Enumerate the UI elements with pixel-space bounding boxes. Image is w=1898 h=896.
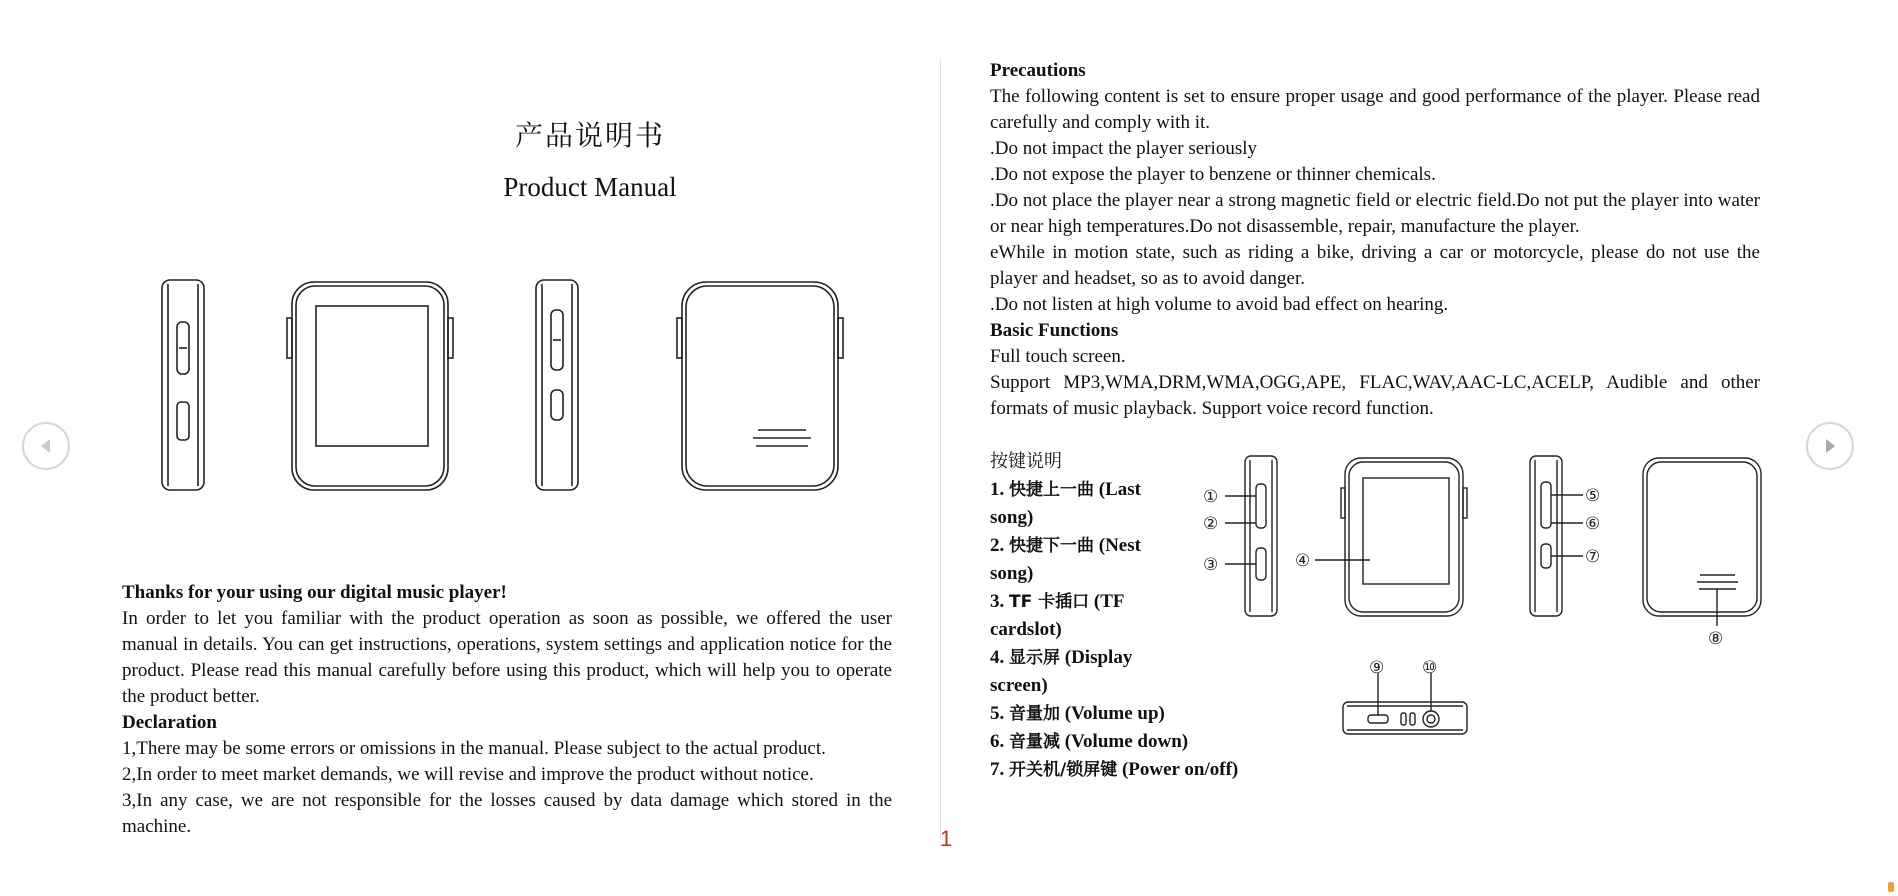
intro-section xyxy=(122,580,892,840)
key-item: 1. 快捷上一曲 (Last song) xyxy=(990,479,1141,528)
key-item: 5. 音量加 (Volume up) xyxy=(990,703,1165,724)
keys-heading: 按键说明 xyxy=(990,451,1062,472)
basic-functions-heading: Basic Functions xyxy=(990,320,1119,341)
next-page-button[interactable] xyxy=(1806,422,1854,470)
title-en: Product Manual xyxy=(503,172,677,202)
product-figure-keys xyxy=(1195,448,1765,748)
title-cn: 产品说明书 xyxy=(514,119,665,152)
callout-7: ⑦ xyxy=(1585,547,1601,567)
callout-6: ⑥ xyxy=(1585,514,1601,534)
key-item: 3. TF 卡插口 (TF cardslot) xyxy=(990,591,1124,640)
chevron-left-icon xyxy=(38,437,54,455)
precaution-item: eWhile in motion state, such as riding a bike, driving a car or motorcycle, please do not use the player and headset, so as to avoid danger. xyxy=(990,242,1760,289)
callout-1: ① xyxy=(1203,487,1219,507)
prev-page-button[interactable] xyxy=(22,422,70,470)
basic-function-item: Full touch screen. xyxy=(990,346,1126,367)
basic-function-item: Support MP3,WMA,DRM,WMA,OGG,APE, FLAC,WAV,AAC-LC,ACELP, Audible and other formats of music playback. Support voice record function. xyxy=(990,372,1760,419)
product-figure-left xyxy=(150,270,860,500)
chevron-right-icon xyxy=(1822,437,1838,455)
precautions-heading: Precautions xyxy=(990,60,1086,81)
declaration-item: 1,There may be some errors or omissions in the manual. Please subject to the actual product. xyxy=(122,738,826,759)
callout-3: ③ xyxy=(1203,555,1219,575)
thanks-heading: Thanks for your using our digital music player! xyxy=(122,582,507,603)
precautions-section xyxy=(990,58,1760,422)
key-item: 6. 音量减 (Volume down) xyxy=(990,731,1189,752)
key-item: 7. 开关机/锁屏键 (Power on/off) xyxy=(990,759,1239,780)
precaution-item: .Do not listen at high volume to avoid bad effect on hearing. xyxy=(990,294,1449,315)
declaration-heading: Declaration xyxy=(122,712,217,733)
precaution-item: .Do not expose the player to benzene or thinner chemicals. xyxy=(990,164,1436,185)
callout-5: ⑤ xyxy=(1585,486,1601,506)
key-item: 2. 快捷下一曲 (Nest song) xyxy=(990,535,1141,584)
corner-marker xyxy=(1888,882,1894,892)
callout-2: ② xyxy=(1203,514,1219,534)
callout-10: ⑩ xyxy=(1422,658,1438,678)
declaration-item: 3,In any case, we are not responsible for the losses caused by data damage which stored in the machine. xyxy=(122,790,892,837)
callout-8: ⑧ xyxy=(1708,629,1724,649)
key-description-list xyxy=(990,448,1239,784)
key-item: 4. 显示屏 (Display screen) xyxy=(990,647,1133,696)
precaution-item: .Do not place the player near a strong magnetic field or electric field.Do not put the player into water or near high temperatures.Do not disassemble, repair, manufacture the player. xyxy=(990,190,1760,237)
declaration-item: 2,In order to meet market demands, we will revise and improve the product without notice. xyxy=(122,764,814,785)
precaution-item: .Do not impact the player seriously xyxy=(990,138,1257,159)
intro-paragraph: In order to let you familiar with the product operation as soon as possible, we offered the user manual in details. You can get instructions, operations, system settings and application notice for the product. Please read this manual carefully before using this product, which will help you to operate the product better. xyxy=(122,608,892,707)
callout-4: ④ xyxy=(1295,551,1311,571)
precaution-item: The following content is set to ensure proper usage and good performance of the player. Please read carefully and comply with it. xyxy=(990,86,1760,133)
page-number: 1 xyxy=(940,826,953,851)
callout-9: ⑨ xyxy=(1369,658,1385,678)
